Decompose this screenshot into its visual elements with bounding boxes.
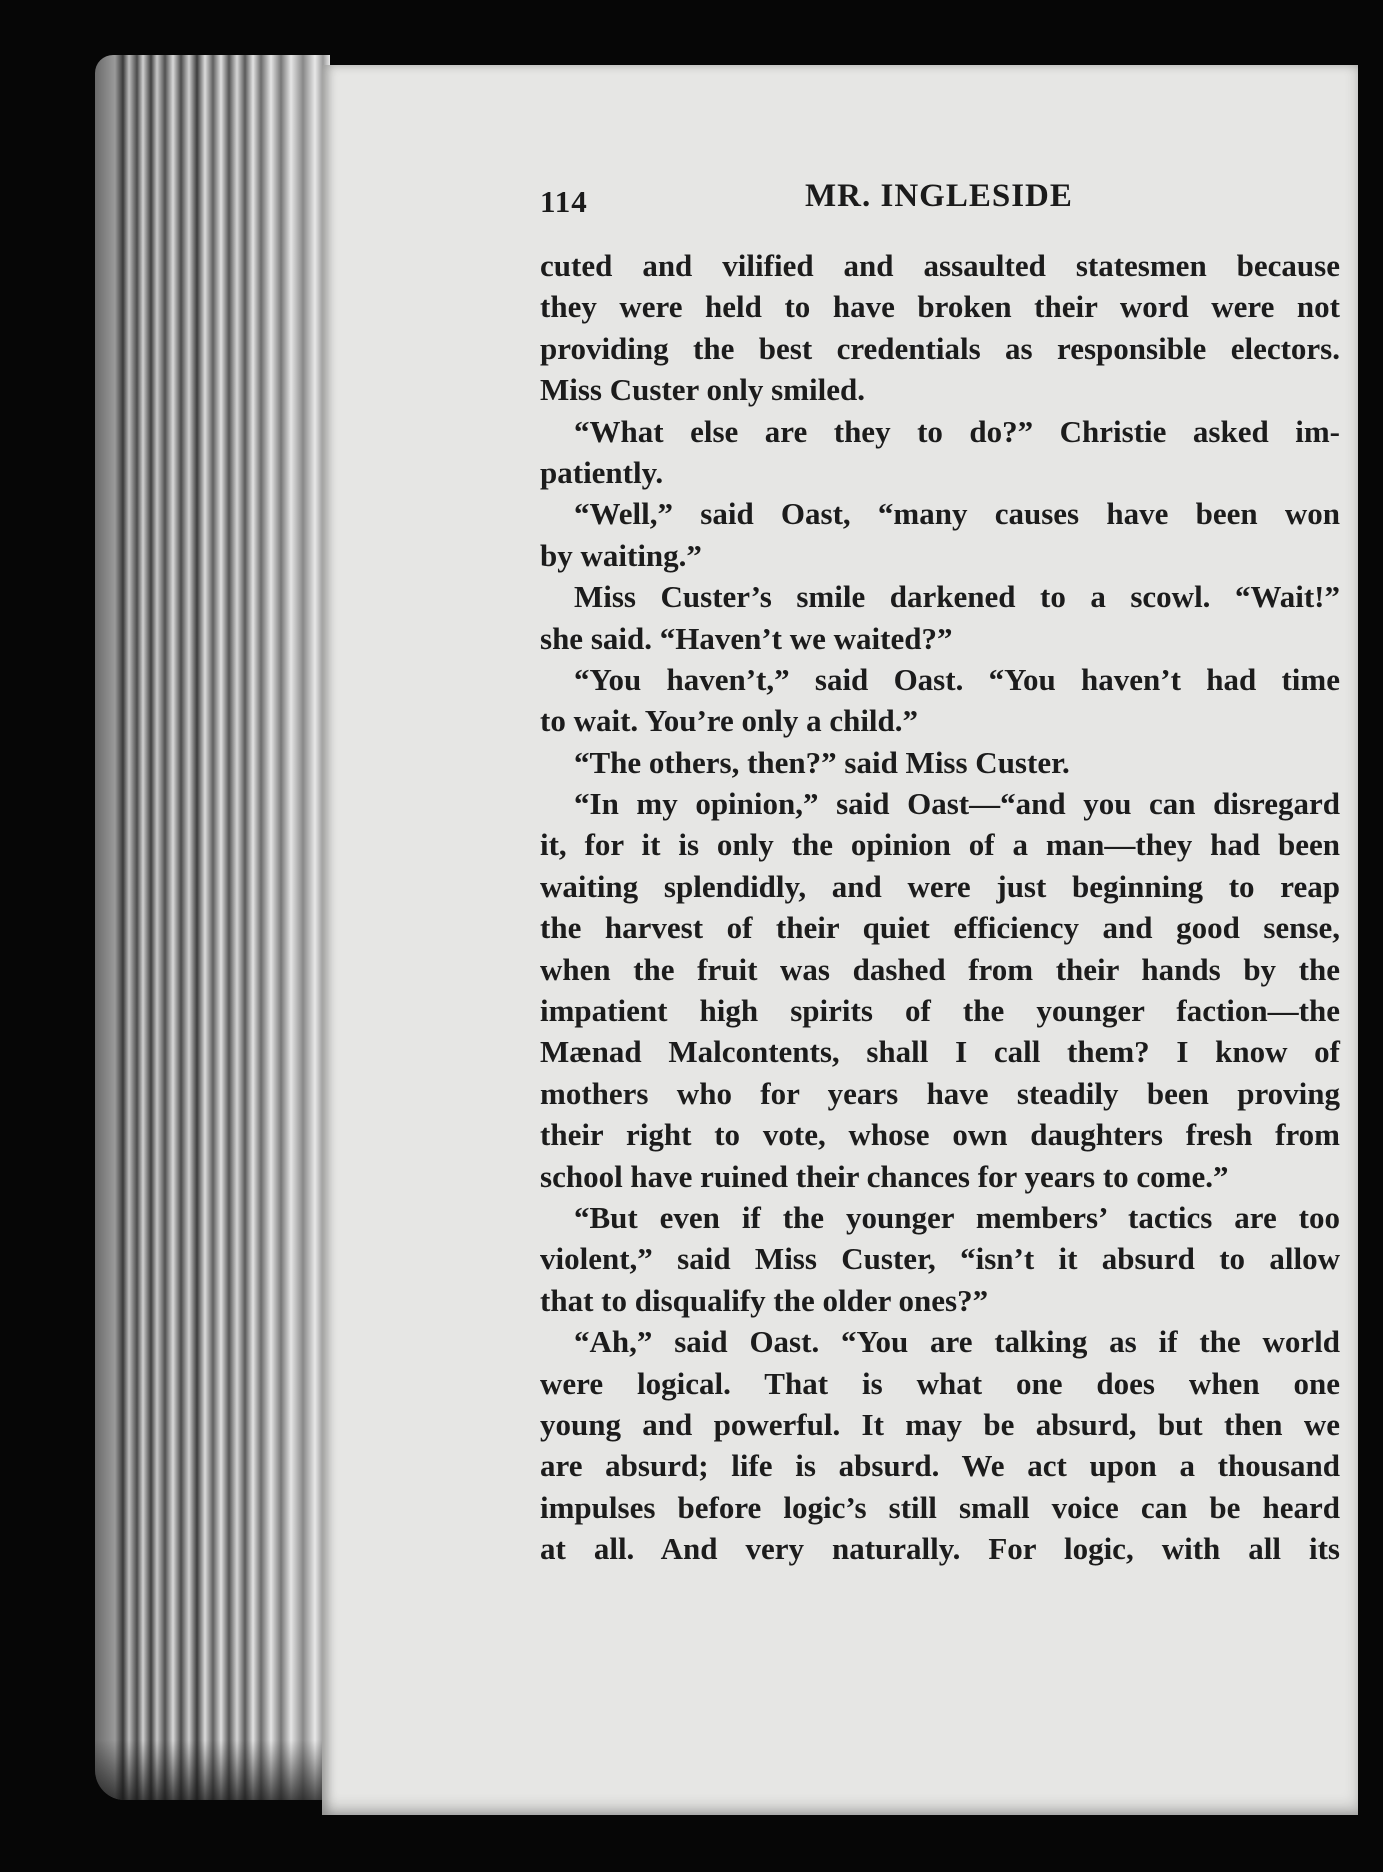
text-line: providing the best credentials as responsible electors. <box>540 330 1340 366</box>
text-line: cuted and vilified and assaulted statesmen because <box>540 248 1340 283</box>
text-line: school have ruined their chances for years to come.” <box>540 1158 1229 1194</box>
text-line: Mænad Malcontents, shall I call them? I know of <box>540 1034 1340 1070</box>
text-line: it, for it is only the opinion of a man—they had been <box>540 827 1340 863</box>
text-line: by waiting.” <box>540 537 702 573</box>
body-text <box>540 245 1340 1570</box>
text-line: “But even if the younger members’ tactics are too <box>574 1199 1340 1235</box>
text-line: “Ah,” said Oast. “You are talking as if the world <box>574 1324 1340 1360</box>
page-number: 114 <box>540 184 588 219</box>
running-head: MR. INGLESIDE <box>805 178 1073 214</box>
text-line: “Well,” said Oast, “many causes have been won <box>574 496 1340 532</box>
text-line: “In my opinion,” said Oast—“and you can disregard <box>574 786 1340 822</box>
book-page-edges <box>95 55 330 1800</box>
text-line: Miss Custer’s smile darkened to a scowl. “Wait!” <box>574 579 1340 615</box>
text-line: “What else are they to do?” Christie asked im- <box>574 413 1340 449</box>
text-line: at all. And very naturally. For logic, with all its <box>540 1531 1340 1567</box>
text-line: when the fruit was dashed from their hands by the <box>540 951 1340 987</box>
page-header <box>540 178 1320 222</box>
text-line: waiting splendidly, and were just beginning to reap <box>540 868 1340 904</box>
text-line: their right to vote, whose own daughters fresh from <box>540 1117 1340 1153</box>
text-line: “The others, then?” said Miss Custer. <box>574 744 1070 780</box>
text-line: young and powerful. It may be absurd, but then we <box>540 1406 1340 1442</box>
text-line: “You haven’t,” said Oast. “You haven’t had time <box>574 661 1340 697</box>
text-line: Miss Custer only smiled. <box>540 372 865 408</box>
text-line: they were held to have broken their word were not <box>540 289 1340 325</box>
text-line: were logical. That is what one does when one <box>540 1365 1340 1401</box>
text-line: are absurd; life is absurd. We act upon a thousand <box>540 1448 1340 1484</box>
text-line: violent,” said Miss Custer, “isn’t it absurd to allow <box>540 1241 1340 1277</box>
text-line: the harvest of their quiet efficiency and good sense, <box>540 910 1340 946</box>
text-line: she said. “Haven’t we waited?” <box>540 620 953 656</box>
text-line: to wait. You’re only a child.” <box>540 703 919 739</box>
text-line: mothers who for years have steadily been proving <box>540 1075 1340 1111</box>
text-line: that to disqualify the older ones?” <box>540 1282 989 1318</box>
text-line: impulses before logic’s still small voice can be heard <box>540 1489 1340 1525</box>
text-line: patiently. <box>540 454 664 490</box>
text-line: impatient high spirits of the younger faction—the <box>540 993 1340 1029</box>
